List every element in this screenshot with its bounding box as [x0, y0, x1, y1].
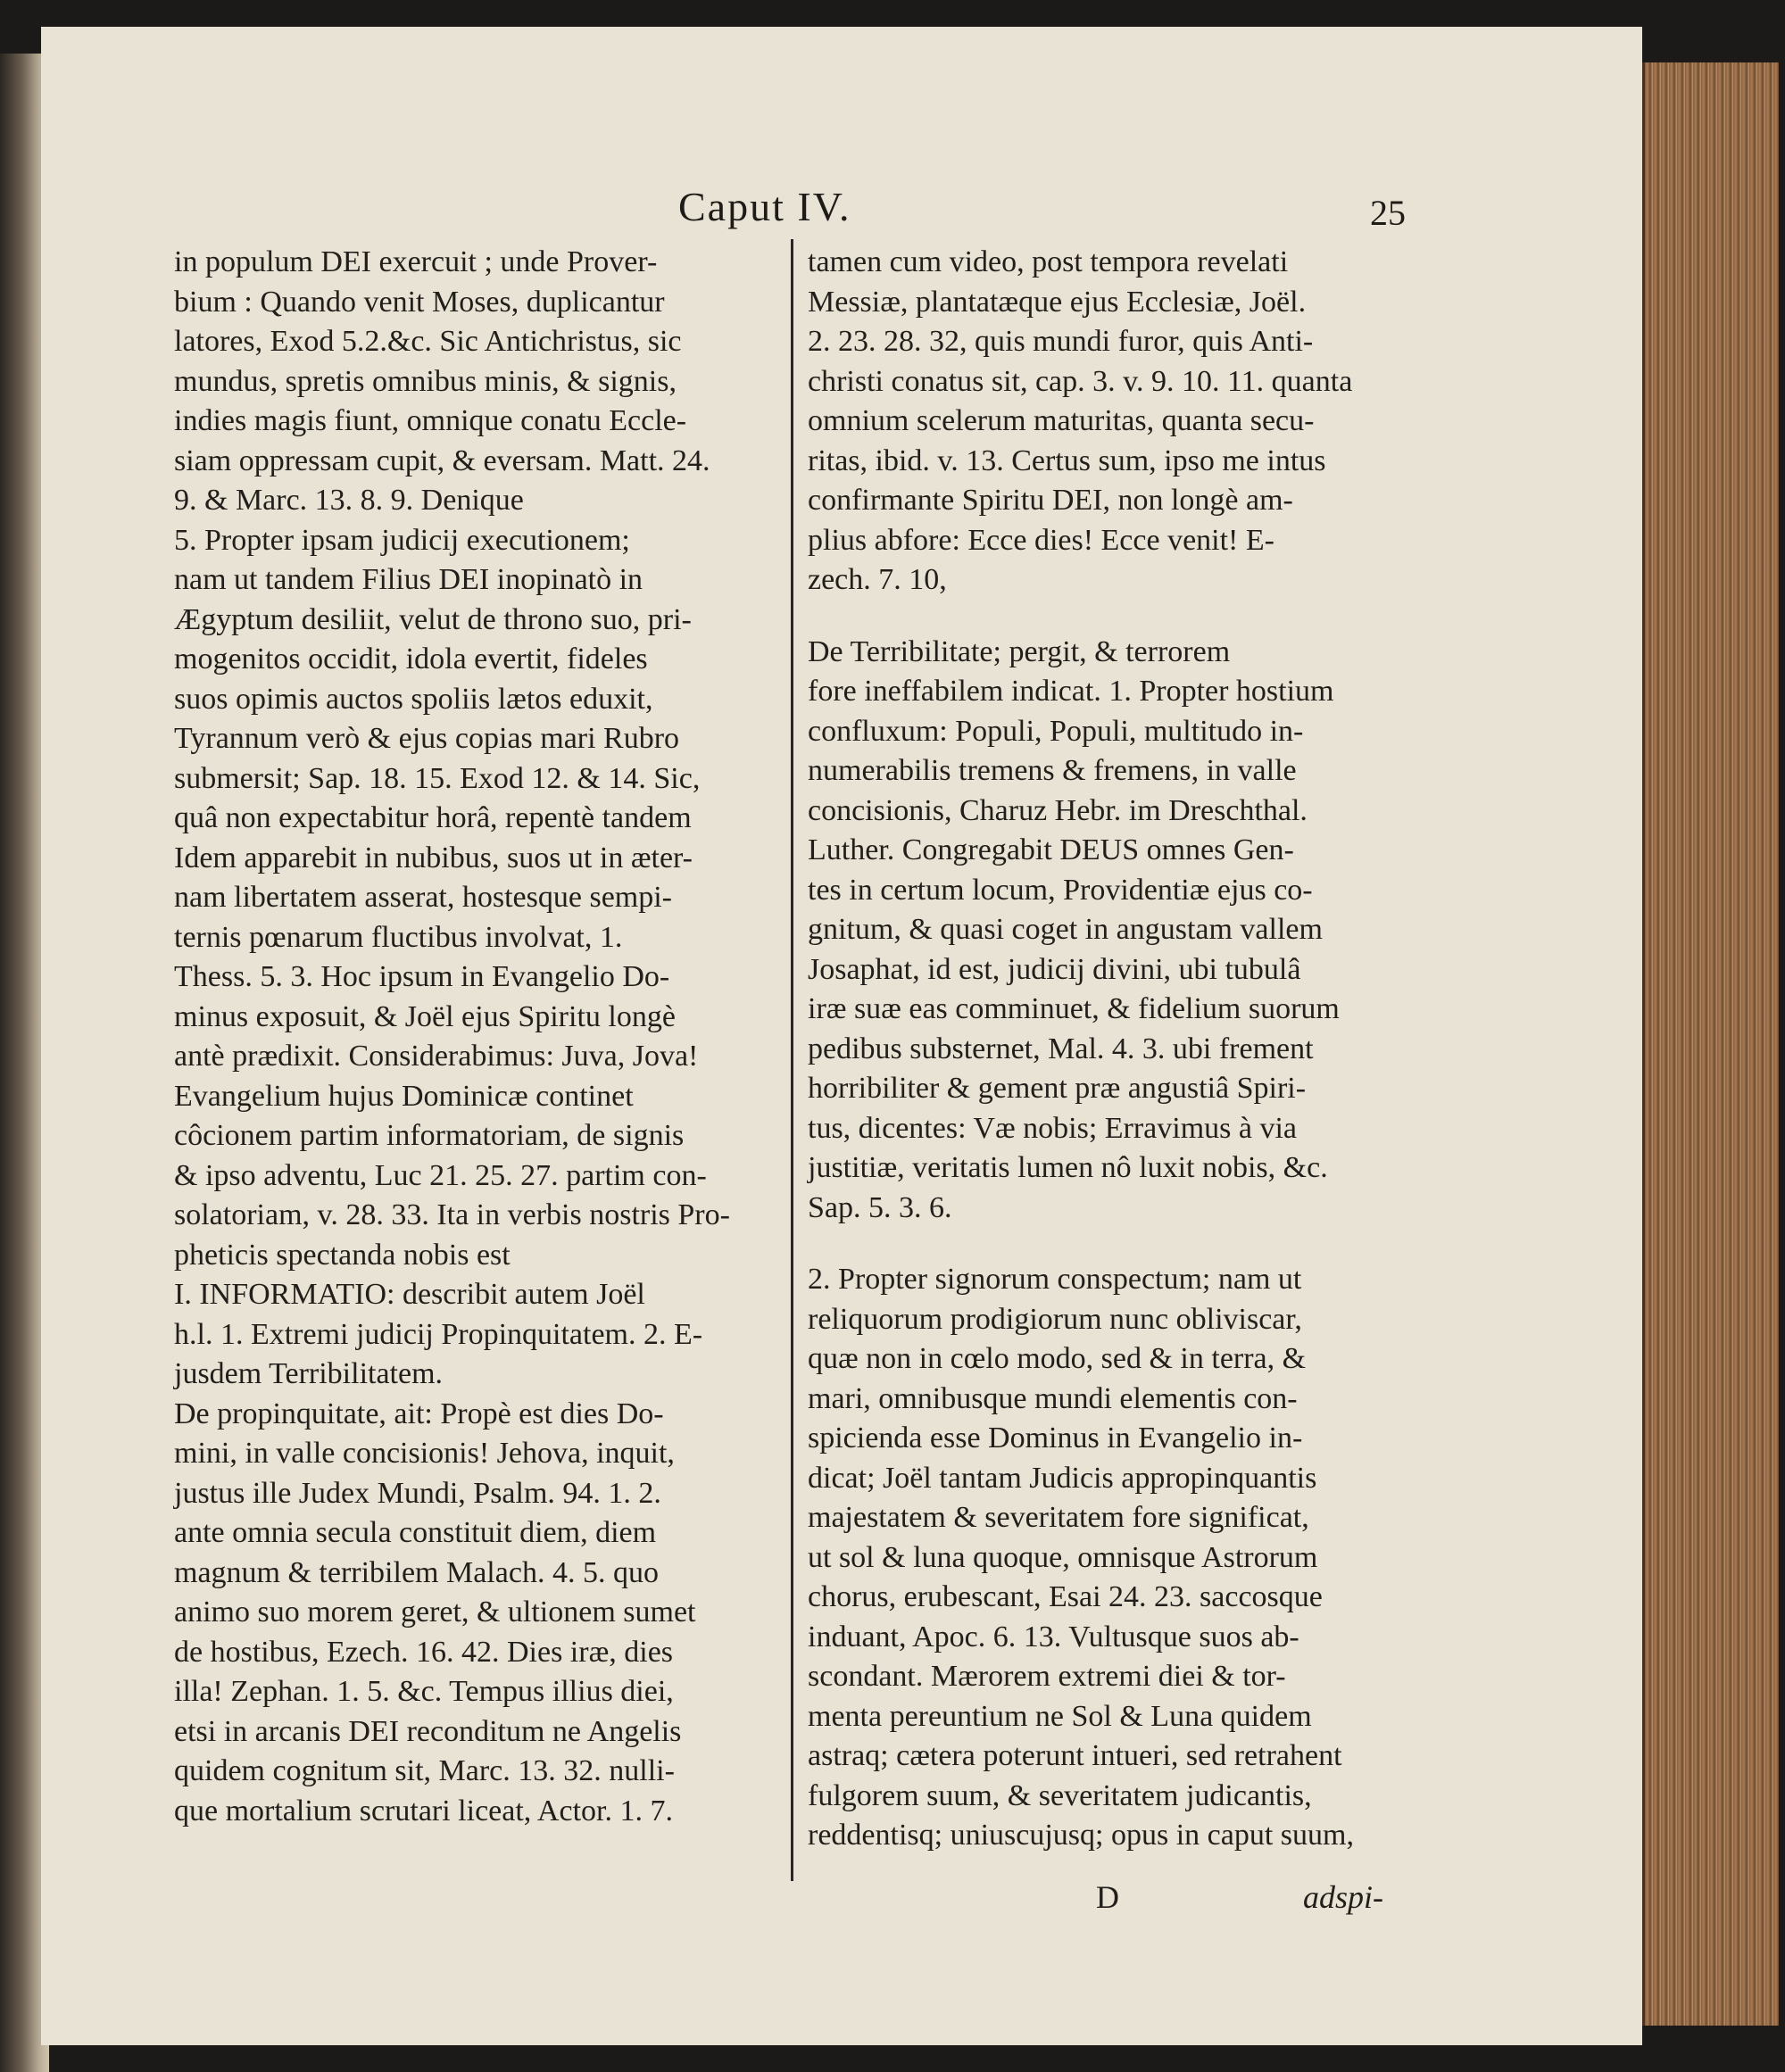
text-line: Sap. 5. 3. 6.	[808, 1190, 952, 1224]
text-line: Idem apparebit in nubibus, suos ut in æter-	[174, 841, 693, 874]
text-line: scondant. Mærorem extremi diei & tor-	[808, 1660, 1286, 1693]
page-number: 25	[1370, 193, 1406, 233]
text-line: dicat; Joël tantam Judicis appropinquantis	[808, 1461, 1317, 1495]
text-line: mogenitos occidit, idola evertit, fideles	[174, 642, 648, 675]
text-line: horribiliter & gement præ angustiâ Spiri-	[808, 1072, 1307, 1105]
text-line: fulgorem suum, & severitatem judicantis,	[808, 1778, 1312, 1812]
text-line: Luther. Congregabit DEUS omnes Gen-	[808, 833, 1294, 866]
text-line: pedibus substernet, Mal. 4. 3. ubi frement	[808, 1032, 1314, 1065]
text-line: spicienda esse Dominus in Evangelio in-	[808, 1421, 1303, 1455]
text-line: 9. & Marc. 13. 8. 9. Denique	[174, 484, 524, 517]
text-line: ante omnia secula constituit diem, diem	[174, 1516, 657, 1549]
text-line: magnum & terribilem Malach. 4. 5. quo	[174, 1555, 659, 1589]
text-line: animo suo morem geret, & ultionem sumet	[174, 1595, 696, 1629]
text-line: bium : Quando venit Moses, duplicantur	[174, 285, 665, 319]
text-line: suos opimis auctos spoliis lætos eduxit,	[174, 682, 653, 716]
text-line: confluxum: Populi, Populi, multitudo in-	[808, 714, 1304, 748]
text-line: latores, Exod 5.2.&c. Sic Antichristus, sic	[174, 325, 682, 358]
text-line: Ægyptum desiliit, velut de throno suo, pri-	[174, 602, 692, 636]
text-line: De propinquitate, ait: Propè est dies Do-	[174, 1397, 664, 1430]
text-line: chorus, erubescant, Esai 24. 23. saccosque	[808, 1580, 1323, 1613]
paragraph-gap	[808, 601, 1415, 633]
text-line: concisionis, Charuz Hebr. im Dreschthal.	[808, 793, 1308, 827]
text-line: I. INFORMATIO: describit autem Joël	[174, 1278, 645, 1311]
text-line: ternis pœnarum fluctibus involvat, 1.	[174, 920, 623, 954]
text-line: in populum DEI exercuit ; unde Prover-	[174, 245, 658, 278]
text-line: Tyrannum verò & ejus copias mari Rubro	[174, 722, 680, 755]
text-line: majestatem & severitatem fore significat,	[808, 1501, 1309, 1534]
text-line: mundus, spretis omnibus minis, & signis,	[174, 364, 677, 398]
text-line: tus, dicentes: Væ nobis; Erravimus à via	[808, 1111, 1298, 1145]
text-line: indies magis fiunt, omnique conatu Eccle-	[174, 404, 687, 437]
text-line: fore ineffabilem indicat. 1. Propter hostium	[808, 675, 1334, 708]
catchword: adspi-	[1303, 1879, 1383, 1915]
text-line: nam libertatem asserat, hostesque sempi-	[174, 881, 672, 914]
text-line: plius abfore: Ecce dies! Ecce venit! E-	[808, 523, 1274, 557]
text-line: astraq; cætera poterunt intueri, sed retrahent	[808, 1739, 1342, 1772]
text-line: reliquorum prodigiorum nunc obliviscar,	[808, 1302, 1302, 1336]
text-line: Messiæ, plantatæque ejus Ecclesiæ, Joël.	[808, 285, 1307, 319]
text-line: 5. Propter ipsam judicij executionem;	[174, 523, 630, 557]
text-line: tes in certum locum, Providentiæ ejus co-	[808, 873, 1313, 907]
page-fore-edge	[1642, 62, 1779, 2026]
text-line: solatoriam, v. 28. 33. Ita in verbis nostris Pro-	[174, 1198, 730, 1231]
text-line: h.l. 1. Extremi judicij Propinquitatem. 2. E-	[174, 1317, 703, 1351]
text-line: numerabilis tremens & fremens, in valle	[808, 754, 1297, 787]
running-head: Caput IV.	[678, 184, 851, 229]
text-line: christi conatus sit, cap. 3. v. 9. 10. 11. quanta	[808, 364, 1353, 398]
text-line: justitiæ, veritatis lumen nô luxit nobis, &c.	[808, 1151, 1328, 1184]
text-line: quæ non in cœlo modo, sed & in terra, &	[808, 1342, 1307, 1375]
text-line: ut sol & luna quoque, omnisque Astrorum	[808, 1540, 1318, 1574]
text-line: induant, Apoc. 6. 13. Vultusque suos ab-	[808, 1620, 1299, 1653]
text-line: De Terribilitate; pergit, & terrorem	[808, 634, 1231, 668]
text-line: zech. 7. 10,	[808, 563, 947, 596]
left-column	[174, 243, 781, 1831]
text-line: mari, omnibusque mundi elementis con-	[808, 1381, 1298, 1415]
text-line: antè prædixit. Considerabimus: Juva, Jova!	[174, 1040, 699, 1073]
text-line: 2. 23. 28. 32, quis mundi furor, quis Anti-	[808, 325, 1314, 358]
right-column	[808, 243, 1415, 1856]
text-line: iræ suæ eas comminuet, & fidelium suorum	[808, 992, 1340, 1025]
text-line: de hostibus, Ezech. 16. 42. Dies iræ, dies	[174, 1635, 674, 1669]
text-line: 2. Propter signorum conspectum; nam ut	[808, 1263, 1302, 1296]
text-line: quâ non expectabitur horâ, repentè tandem	[174, 801, 692, 834]
text-line: tamen cum video, post tempora revelati	[808, 245, 1289, 278]
column-rule	[791, 239, 793, 1881]
text-line: menta pereuntium ne Sol & Luna quidem	[808, 1699, 1312, 1733]
text-line: jusdem Terribilitatem.	[174, 1357, 444, 1390]
text-line: etsi in arcanis DEI reconditum ne Angelis	[174, 1714, 682, 1748]
text-line: justus ille Judex Mundi, Psalm. 94. 1. 2.	[174, 1476, 661, 1510]
text-line: Thess. 5. 3. Hoc ipsum in Evangelio Do-	[174, 960, 670, 993]
text-line: Evangelium hujus Dominicæ continet	[174, 1079, 634, 1113]
text-line: ritas, ibid. v. 13. Certus sum, ipso me intus	[808, 443, 1326, 477]
text-line: illa! Zephan. 1. 5. &c. Tempus illius diei,	[174, 1675, 674, 1708]
text-line: côcionem partim informatoriam, de signis	[174, 1119, 685, 1152]
text-line: minus exposuit, & Joël ejus Spiritu longè	[174, 999, 676, 1033]
text-line: quidem cognitum sit, Marc. 13. 32. nulli-	[174, 1754, 675, 1787]
text-line: submersit; Sap. 18. 15. Exod 12. & 14. Sic,	[174, 761, 701, 795]
text-line: nam ut tandem Filius DEI inopinatò in	[174, 563, 643, 596]
text-line: que mortalium scrutari liceat, Actor. 1. 7.	[174, 1794, 673, 1828]
text-line: pheticis spectanda nobis est	[174, 1238, 511, 1272]
paragraph-gap	[808, 1228, 1415, 1260]
text-line: & ipso adventu, Luc 21. 25. 27. partim con-	[174, 1158, 707, 1192]
text-line: gnitum, & quasi coget in angustam vallem	[808, 913, 1323, 946]
text-line: omnium scelerum maturitas, quanta secu-	[808, 404, 1315, 437]
text-line: reddentisq; uniuscujusq; opus in caput suum,	[808, 1819, 1354, 1852]
text-line: mini, in valle concisionis! Jehova, inquit,	[174, 1437, 675, 1470]
text-line: siam oppressam cupit, & eversam. Matt. 24.	[174, 443, 710, 477]
text-line: Josaphat, id est, judicij divini, ubi tubulâ	[808, 952, 1301, 986]
signature-mark: D	[1096, 1879, 1119, 1915]
text-line: confirmante Spiritu DEI, non longè am-	[808, 484, 1293, 517]
